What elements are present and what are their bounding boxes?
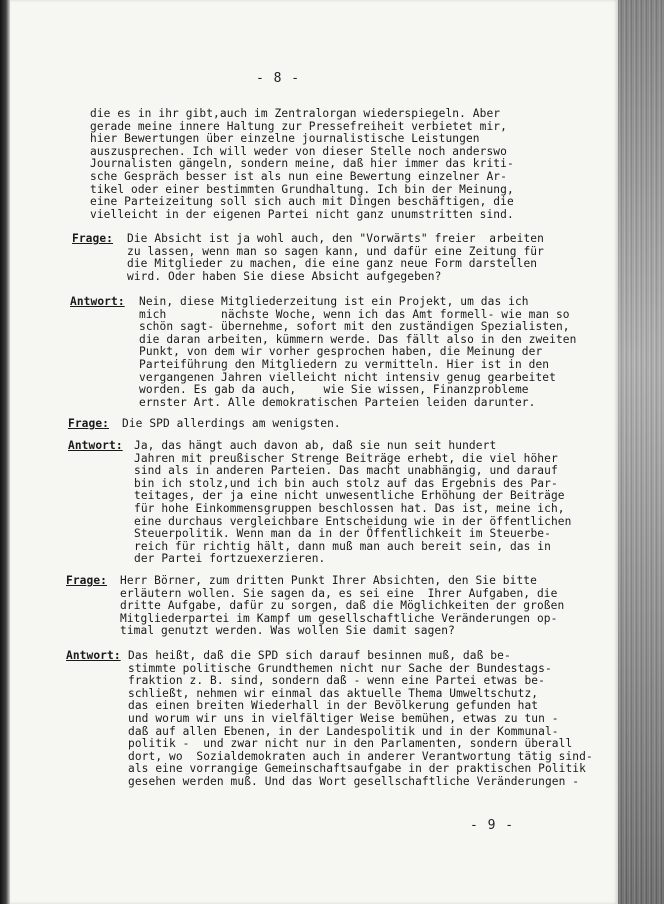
text-line: reich für richtig hält, dann muß man auch bereit sein, das in: [134, 539, 551, 553]
text-line: gesehen werden muß. Und das Wort gesellschaftliche Veränderungen -: [128, 774, 580, 788]
text-line: fraktion z. B. sind, sondern daß - wenn eine Partei etwas be-: [128, 674, 545, 688]
text-line: timal genutzt werden. Was wollen Sie damit sagen?: [120, 624, 455, 638]
text-line: eine durchaus vergleichbare Entscheidung wie in der öffentlichen: [134, 514, 572, 528]
text-line: sind als in anderen Parteien. Das macht unabhängig, und darauf: [134, 464, 558, 478]
text-line: schließt, nehmen wir einmal das aktuelle Thema Umweltschutz,: [128, 686, 539, 700]
text-line: Die SPD allerdings am wenigsten.: [122, 417, 341, 430]
antwort-text-2: [134, 440, 571, 566]
text-line: die es in ihr gibt,auch im Zentralorgan wiederspiegeln. Aber: [90, 107, 501, 120]
frage-label-2: Frage:: [68, 417, 110, 430]
text-line: worden. Es gab da auch, wie Sie wissen, Finanzprobleme: [139, 383, 529, 397]
text-line: Das heißt, daß die SPD sich darauf besinnen muß, daß be-: [128, 649, 511, 662]
text-line: für hohe Einkommensgruppen beschlossen hat. Das ist, meine ich,: [134, 501, 565, 515]
text-line: Jahren mit preußischer Strenge Beiträge erhebt, die viel höher: [134, 451, 558, 465]
text-line: Die Absicht ist ja wohl auch, den "Vorwärts" freier arbeiten: [127, 232, 544, 245]
text-line: und worum wir uns in vielfältiger Weise bemühen, etwas zu tun -: [128, 711, 559, 725]
text-line: politik - und zwar nicht nur in den Parlamenten, sondern überall: [128, 737, 573, 751]
intro-paragraph: [90, 108, 514, 221]
text-line: Ja, das hängt auch davon ab, daß sie nun seit hundert: [134, 439, 497, 452]
text-line: dort, wo Sozialdemokraten auch in anderer Verantwortung tätig sind-: [128, 749, 593, 763]
text-line: Parteiführung den Mitgliedern zu vermitteln. Hier ist in den: [139, 357, 550, 371]
text-line: auszusprechen. Ich will weder von dieser Stelle noch anderswo: [90, 144, 507, 158]
text-line: daß auf allen Ebenen, in der Landespolitik und in der Kommunal-: [128, 724, 559, 738]
frage-text-1: [127, 233, 544, 283]
text-line: dritte Aufgabe, dafür zu sorgen, daß die Möglichkeiten der großen: [120, 599, 565, 613]
scan-left-edge: [0, 0, 10, 904]
text-line: gerade meine innere Haltung zur Pressefreiheit verbietet mir,: [90, 119, 507, 133]
text-line: der Partei fortzuexerzieren.: [134, 552, 326, 566]
text-line: bin ich stolz,und ich bin auch stolz auf das Ergebnis des Par-: [134, 476, 558, 490]
text-line: vielleicht in der eigenen Partei nicht ganz unumstritten sind.: [90, 207, 514, 221]
text-line: Nein, diese Mitgliederzeitung ist ein Projekt, um das ich: [139, 295, 529, 308]
text-line: ernster Art. Alle demokratischen Parteien leiden darunter.: [139, 395, 536, 409]
frage-text-3: [120, 575, 564, 638]
scan-right-edge: [618, 0, 664, 904]
text-line: das einen breiten Wiederhall in der Bevölkerung gefunden hat: [128, 699, 539, 713]
text-line: Steuerpolitik. Wenn man da in der Öffentlichkeit im Steuerbe-: [134, 527, 551, 541]
text-line: Punkt, von dem wir vorher gesprochen haben, die Meinung der: [139, 345, 543, 359]
text-line: schön sagt- übernehme, sofort mit den zuständigen Spezialisten,: [139, 320, 570, 334]
text-line: Mitgliederpartei im Kampf um gesellschaftliche Veränderungen op-: [120, 611, 558, 625]
page-number: - 8 -: [256, 71, 301, 86]
antwort-label-2: Antwort:: [68, 439, 123, 452]
text-line: erläutern wollen. Sie sagen da, es sei eine Ihrer Aufgaben, die: [120, 586, 558, 600]
text-line: zu lassen, wenn man so sagen kann, und dafür eine Zeitung für: [127, 244, 544, 258]
text-line: sche Gespräch besser ist als nun eine Bewertung einzelner Ar-: [90, 169, 507, 183]
text-line: teitages, der ja eine nicht unwesentliche Erhöhung der Beiträge: [134, 489, 565, 503]
frage-label-3: Frage:: [66, 574, 108, 587]
antwort-text-3: [128, 650, 593, 789]
text-line: mich nächste Woche, wenn ich das Amt formell- wie man so: [139, 307, 570, 321]
text-line: Journalisten gängeln, sondern meine, daß hier immer das kriti-: [90, 157, 514, 171]
text-line: eine Parteizeitung soll sich auch mit Dingen beschäftigen, die: [90, 195, 514, 209]
frage-text-2: [122, 418, 341, 431]
text-line: wird. Oder haben Sie diese Absicht aufgegeben?: [127, 269, 442, 283]
text-line: stimmte politische Grundthemen nicht nur Sache der Bundestags-: [128, 661, 552, 675]
antwort-label-3: Antwort:: [66, 649, 121, 662]
next-page-number: - 9 -: [470, 818, 515, 833]
text-line: die daran arbeiten, kümmern werde. Das fällt also in den zweiten: [139, 332, 577, 346]
text-line: die Mitglieder zu machen, die eine ganz neue Form darstellen: [127, 257, 538, 271]
frage-label-1: Frage:: [72, 232, 114, 245]
antwort-text-1: [139, 296, 576, 409]
text-line: Herr Börner, zum dritten Punkt Ihrer Absichten, den Sie bitte: [120, 574, 537, 587]
antwort-label-1: Antwort:: [70, 295, 125, 308]
text-line: als eine vorrangige Gemeinschaftsaufgabe in der praktischen Politik: [128, 762, 586, 776]
document-page: [10, 0, 618, 904]
text-line: hier Bewertungen über einzelne journalistische Leistungen: [90, 132, 480, 146]
text-line: tikel oder einer bestimmten Grundhaltung. Ich bin der Meinung,: [90, 182, 514, 196]
text-line: vergangenen Jahren vielleicht nicht intensiv genug gearbeitet: [139, 370, 556, 384]
